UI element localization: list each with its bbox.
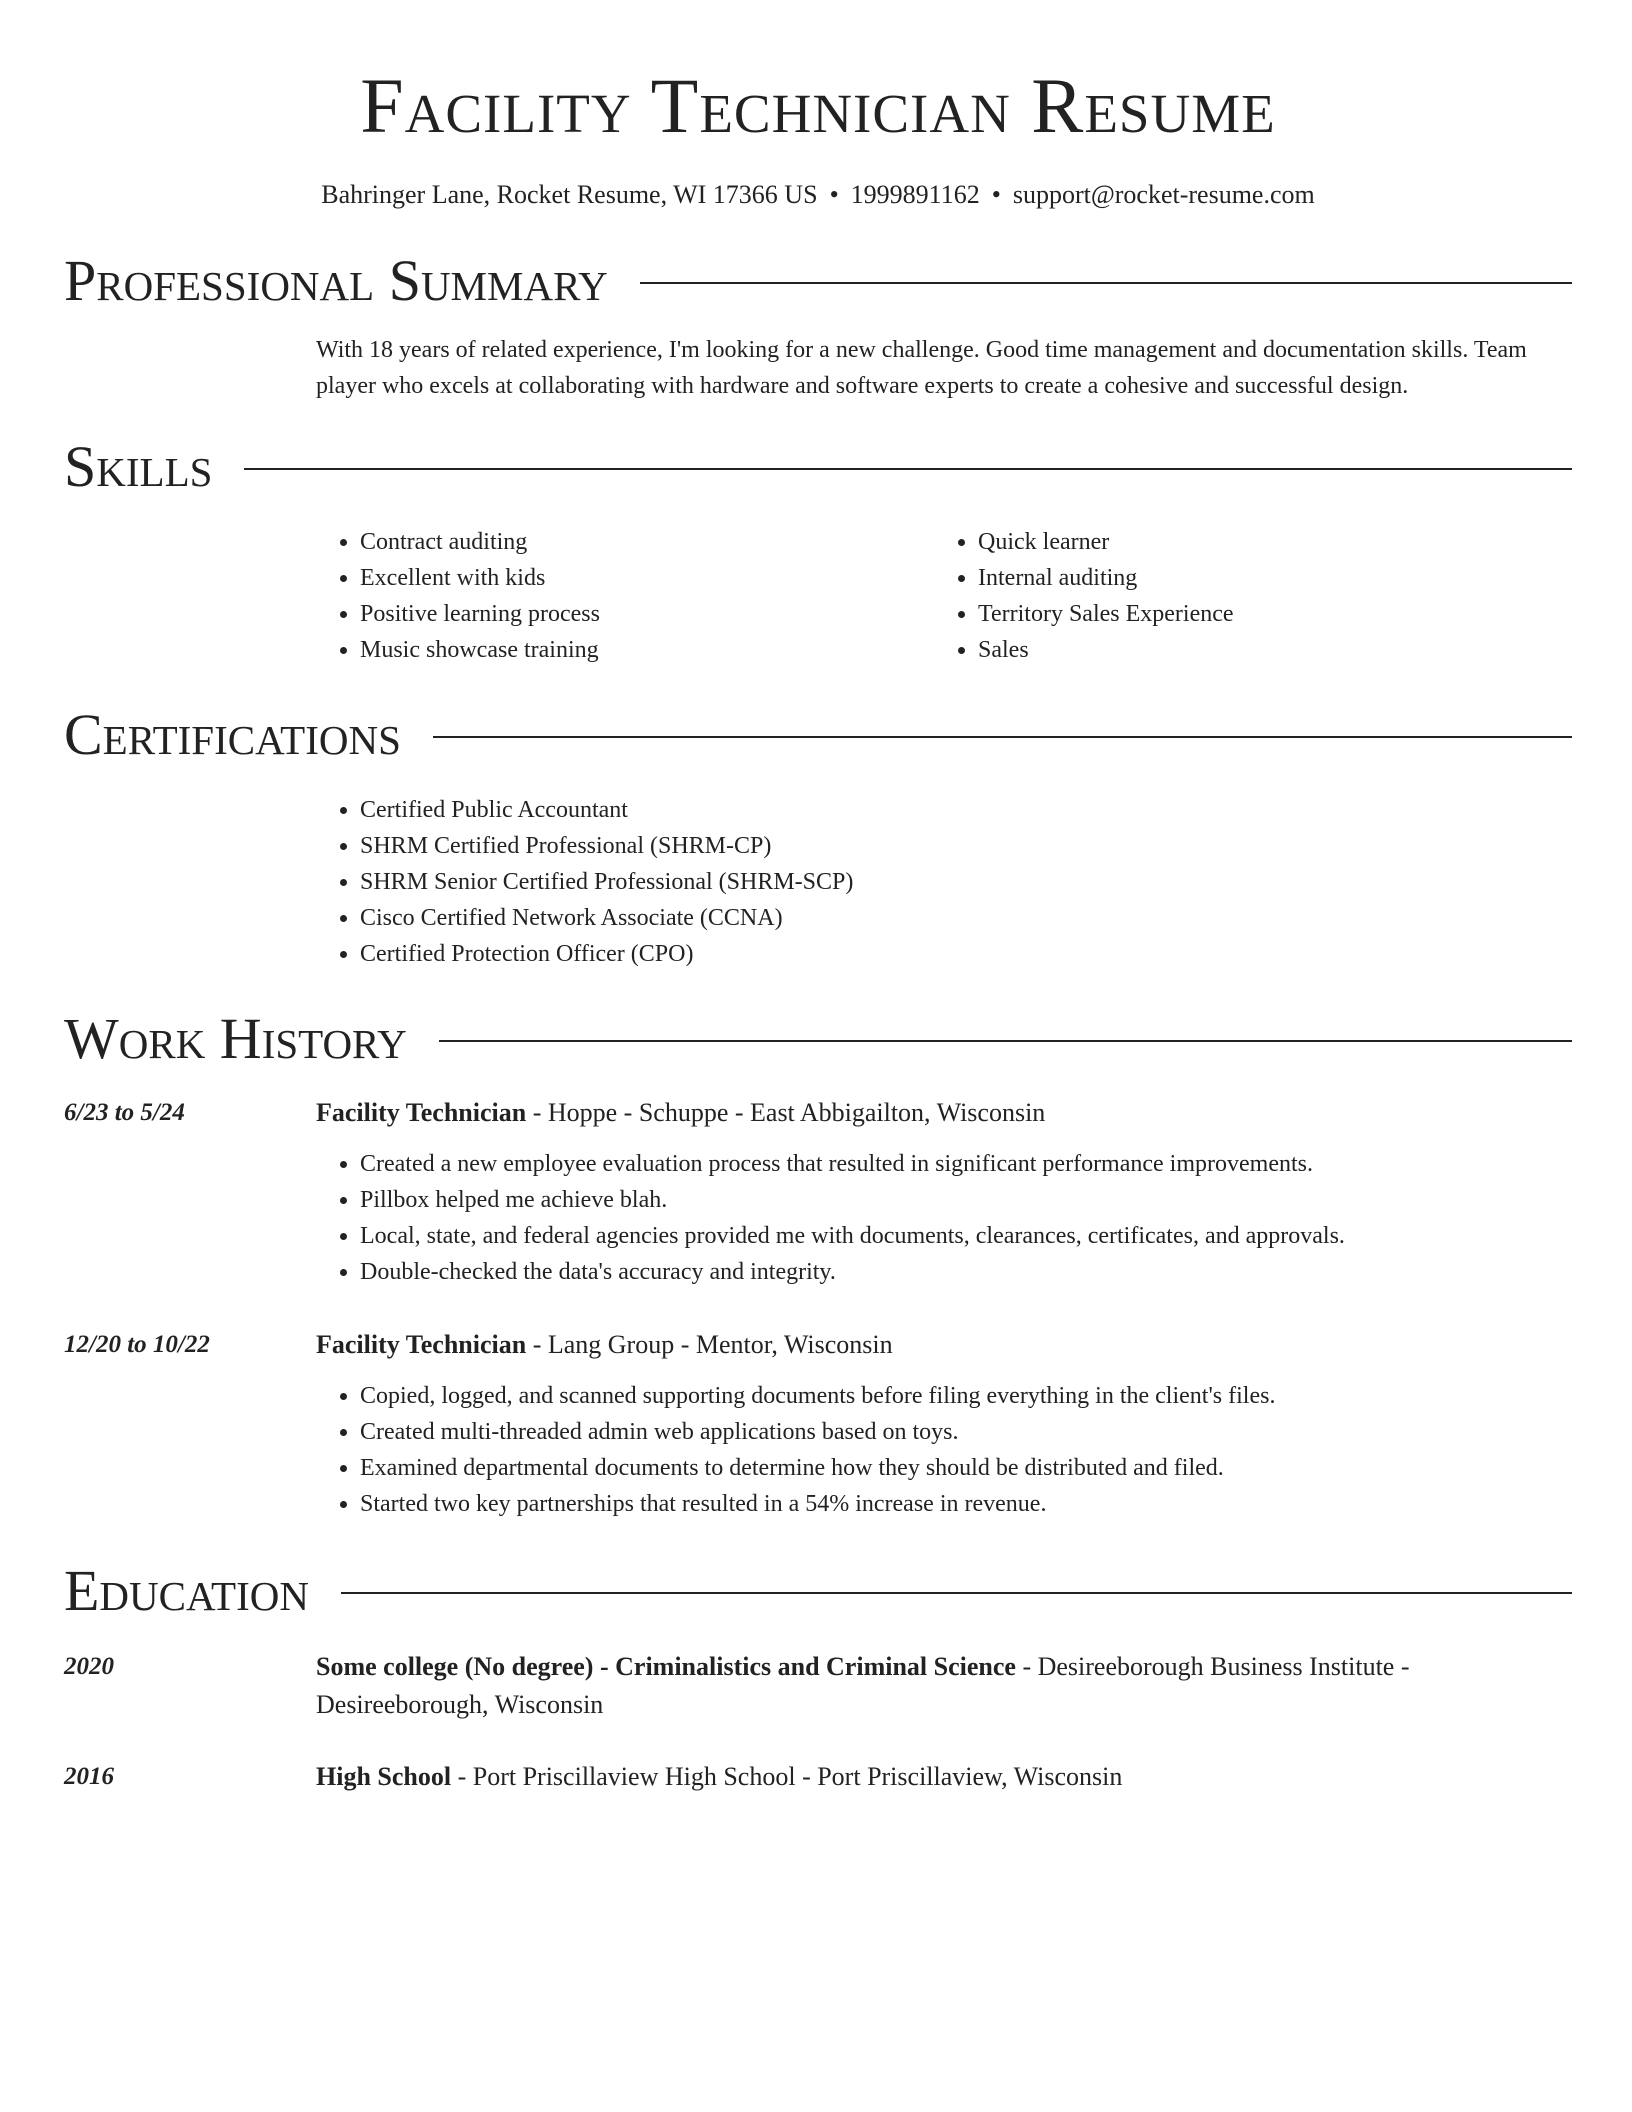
skills-column-right xyxy=(934,524,1552,668)
job-title: Facility Technician xyxy=(316,1098,527,1127)
skill-item: • Excellent with kids xyxy=(360,560,934,596)
education-degree: Some college (No degree) - Criminalistics and Criminal Science xyxy=(316,1652,1016,1681)
section-heading-work: Work History xyxy=(64,1006,407,1071)
certification-item: • SHRM Certified Professional (SHRM-CP) xyxy=(360,828,1572,864)
work-entry xyxy=(64,1326,1572,1522)
contact-separator: • xyxy=(829,180,839,209)
work-bullet: • Local, state, and federal agencies provided me with documents, clearances, certificates, and approvals. xyxy=(360,1218,1572,1254)
work-dates: 6/23 to 5/24 xyxy=(64,1099,185,1126)
skill-item: • Internal auditing xyxy=(978,560,1552,596)
work-bullet: • Copied, logged, and scanned supporting documents before filing everything in the client's files. xyxy=(360,1378,1572,1414)
work-bullet: • Created a new employee evaluation process that resulted in significant performance improvements. xyxy=(360,1146,1572,1182)
education-year: 2016 xyxy=(64,1763,114,1790)
section-heading-summary: Professional Summary xyxy=(64,248,608,313)
section-summary-header xyxy=(64,246,1572,316)
certifications-list xyxy=(316,792,1572,972)
education-year: 2020 xyxy=(64,1653,114,1680)
contact-email[interactable]: support@rocket-resume.com xyxy=(1012,180,1315,209)
section-divider xyxy=(341,1592,1572,1594)
education-headline xyxy=(316,1648,1572,1724)
contact-address: Bahringer Lane, Rocket Resume, WI 17366 US xyxy=(321,180,818,209)
work-bullet: • Created multi-threaded admin web applications based on toys. xyxy=(360,1414,1572,1450)
section-skills-header xyxy=(64,432,1572,502)
skills-column-left xyxy=(316,524,934,668)
work-bullet: • Double-checked the data's accuracy and integrity. xyxy=(360,1254,1572,1290)
contact-separator: • xyxy=(991,180,1001,209)
work-bullet: • Examined departmental documents to determine how they should be distributed and filed. xyxy=(360,1450,1572,1486)
education-headline xyxy=(316,1758,1572,1796)
section-divider xyxy=(244,468,1572,470)
skill-item: • Quick learner xyxy=(978,524,1552,560)
education-entry xyxy=(64,1648,1572,1724)
contact-line xyxy=(64,178,1572,212)
work-bullets xyxy=(316,1146,1572,1290)
section-education-header xyxy=(64,1556,1572,1626)
job-details: - Hoppe - Schuppe - East Abbigailton, Wisconsin xyxy=(526,1098,1046,1127)
education-body xyxy=(316,1648,1572,1724)
section-certifications-header xyxy=(64,700,1572,770)
education-entry xyxy=(64,1758,1572,1796)
skill-item: • Music showcase training xyxy=(360,632,934,668)
work-entry xyxy=(64,1094,1572,1290)
education-details: - Port Priscillaview High School - Port Priscillaview, Wisconsin xyxy=(451,1762,1123,1791)
summary-text: With 18 years of related experience, I'm looking for a new challenge. Good time management and documentation skills. Team player who excels at collaborating with hardware and software experts to create a cohesive and successful design. xyxy=(316,337,1527,399)
resume-page xyxy=(64,0,1572,1796)
section-heading-certifications: Certifications xyxy=(64,702,401,767)
work-bullets xyxy=(316,1378,1572,1522)
certification-item: • Cisco Certified Network Associate (CCNA) xyxy=(360,900,1572,936)
job-details: - Lang Group - Mentor, Wisconsin xyxy=(526,1330,893,1359)
job-title: Facility Technician xyxy=(316,1330,527,1359)
education-details: - Desireeborough Business Institute - Desireeborough, Wisconsin xyxy=(316,1652,1410,1719)
resume-title: Facility Technician Resume xyxy=(360,62,1276,149)
education-body xyxy=(316,1758,1572,1796)
education-degree: High School xyxy=(316,1762,452,1791)
skill-item: • Positive learning process xyxy=(360,596,934,632)
section-divider xyxy=(433,736,1572,738)
skill-item: • Sales xyxy=(978,632,1552,668)
work-bullet: • Started two key partnerships that resulted in a 54% increase in revenue. xyxy=(360,1486,1572,1522)
certification-item: • Certified Protection Officer (CPO) xyxy=(360,936,1572,972)
work-bullet: • Pillbox helped me achieve blah. xyxy=(360,1182,1572,1218)
work-dates: 12/20 to 10/22 xyxy=(64,1331,210,1358)
work-body xyxy=(316,1326,1572,1522)
section-work-header xyxy=(64,1004,1572,1074)
section-heading-education: Education xyxy=(64,1558,309,1623)
skill-item: • Territory Sales Experience xyxy=(978,596,1552,632)
skills-list xyxy=(316,524,1572,668)
work-headline xyxy=(316,1094,1572,1132)
certification-item: • Certified Public Accountant xyxy=(360,792,1572,828)
section-divider xyxy=(640,282,1572,284)
section-divider xyxy=(439,1040,1572,1042)
work-body xyxy=(316,1094,1572,1290)
section-heading-skills: Skills xyxy=(64,434,213,499)
work-headline xyxy=(316,1326,1572,1364)
skill-item: • Contract auditing xyxy=(360,524,934,560)
contact-phone: 1999891162 xyxy=(850,180,980,209)
certification-item: • SHRM Senior Certified Professional (SHRM-SCP) xyxy=(360,864,1572,900)
